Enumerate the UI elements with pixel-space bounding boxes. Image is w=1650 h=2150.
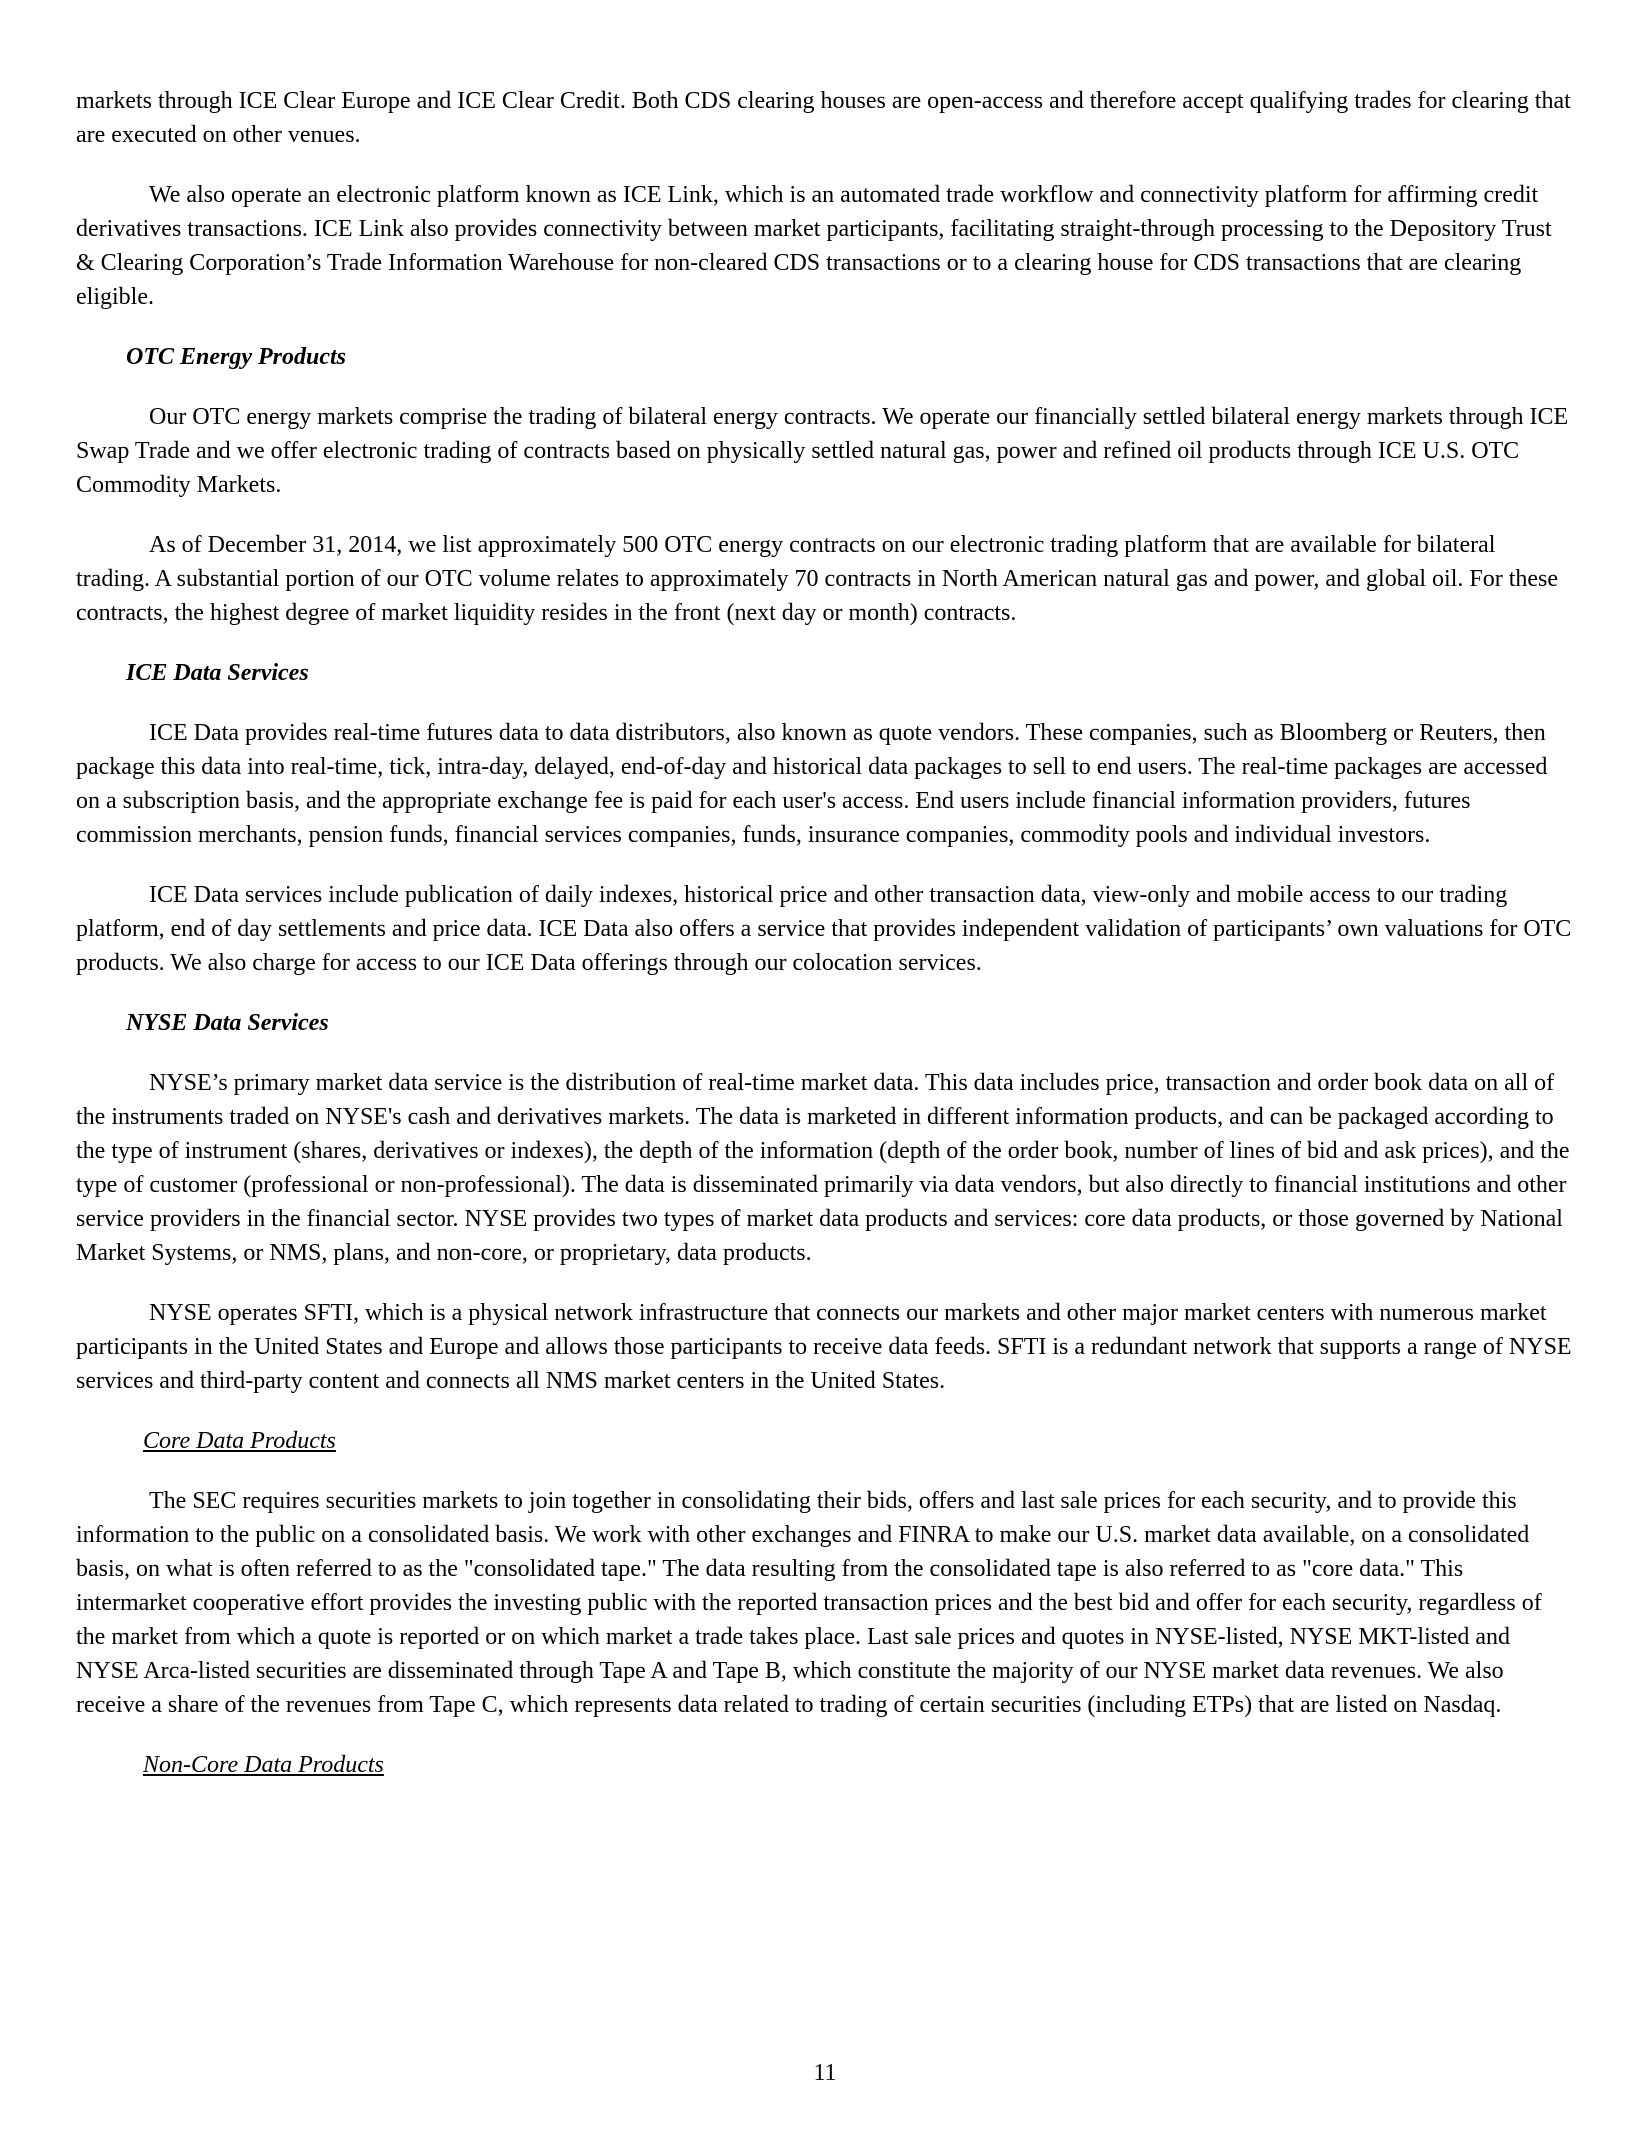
document-content (76, 84, 1574, 1782)
paragraph: The SEC requires securities markets to join together in consolidating their bids, offers and last sale prices for each security, and to provide this information to the public on a consolidated basis. We work with other exchanges and FINRA to make our U.S. market data available, on a consolidated basis, on what is often referred to as the "consolidated tape." The data resulting from the consolidated tape is also referred to as "core data." This intermarket cooperative effort provides the investing public with the reported transaction prices and the best bid and offer for each security, regardless of the market from which a quote is reported or on which market a trade takes place. Last sale prices and quotes in NYSE-listed, NYSE MKT-listed and NYSE Arca-listed securities are disseminated through Tape A and Tape B, which constitute the majority of our NYSE market data revenues. We also receive a share of the revenues from Tape C, which represents data related to trading of certain securities (including ETPs) that are listed on Nasdaq. (76, 1488, 1542, 1718)
subsection-heading (76, 1748, 1574, 1782)
paragraph: NYSE’s primary market data service is the distribution of real-time market data. This data includes price, transaction and order book data on all of the instruments traded on NYSE's cash and derivatives markets. The data is marketed in different information products, and can be packaged according to the type of instrument (shares, derivatives or indexes), the depth of the information (depth of the order book, number of lines of bid and ask prices), and the type of customer (professional or non-professional). The data is disseminated primarily via data vendors, but also directly to financial institutions and other service providers in the financial sector. NYSE provides two types of market data products and services: core data products, or those governed by National Market Systems, or NMS, plans, and non-core, or proprietary, data products. (76, 1070, 1570, 1266)
subsection-heading-text: Core Data Products (143, 1428, 336, 1454)
paragraph: ICE Data services include publication of daily indexes, historical price and other transaction data, view-only and mobile access to our trading platform, end of day settlements and price data. ICE Data also offers a service that provides independent validation of participants’ own valuations for OTC products. We also charge for access to our ICE Data offerings through our colocation services. (76, 882, 1572, 976)
subsection-heading (76, 1424, 1574, 1458)
subsection-heading-text: Non-Core Data Products (143, 1752, 384, 1778)
section-heading: NYSE Data Services (126, 1010, 329, 1036)
paragraph: Our OTC energy markets comprise the trading of bilateral energy contracts. We operate our financially settled bilateral energy markets through ICE Swap Trade and we offer electronic trading of contracts based on physically settled natural gas, power and refined oil products through ICE U.S. OTC Commodity Markets. (76, 404, 1569, 498)
paragraph: We also operate an electronic platform known as ICE Link, which is an automated trade workflow and connectivity platform for affirming credit derivatives transactions. ICE Link also provides connectivity between market participants, facilitating straight-through processing to the Depository Trust & Clearing Corporation’s Trade Information Warehouse for non-cleared CDS transactions or to a clearing house for CDS transactions that are clearing eligible. (76, 182, 1552, 310)
section-heading: OTC Energy Products (126, 344, 347, 370)
paragraph: NYSE operates SFTI, which is a physical network infrastructure that connects our markets and other major market centers with numerous market participants in the United States and Europe and allows those participants to receive data feeds. SFTI is a redundant network that supports a range of NYSE services and third-party content and connects all NMS market centers in the United States. (76, 1300, 1572, 1394)
section-heading: ICE Data Services (126, 660, 309, 686)
paragraph: ICE Data provides real-time futures data to data distributors, also known as quote vendors. These companies, such as Bloomberg or Reuters, then package this data into real-time, tick, intra-day, delayed, end-of-day and historical data packages to sell to end users. The real-time packages are accessed on a subscription basis, and the appropriate exchange fee is paid for each user's access. End users include financial information providers, futures commission merchants, pension funds, financial services companies, funds, insurance companies, commodity pools and individual investors. (76, 720, 1548, 848)
paragraph: As of December 31, 2014, we list approximately 500 OTC energy contracts on our electronic trading platform that are available for bilateral trading. A substantial portion of our OTC volume relates to approximately 70 contracts in North American natural gas and power, and global oil. For these contracts, the highest degree of market liquidity resides in the front (next day or month) contracts. (76, 532, 1559, 626)
page-number: 11 (813, 2060, 837, 2086)
paragraph: markets through ICE Clear Europe and ICE Clear Credit. Both CDS clearing houses are open-access and therefore accept qualifying trades for clearing that are executed on other venues. (76, 88, 1571, 148)
